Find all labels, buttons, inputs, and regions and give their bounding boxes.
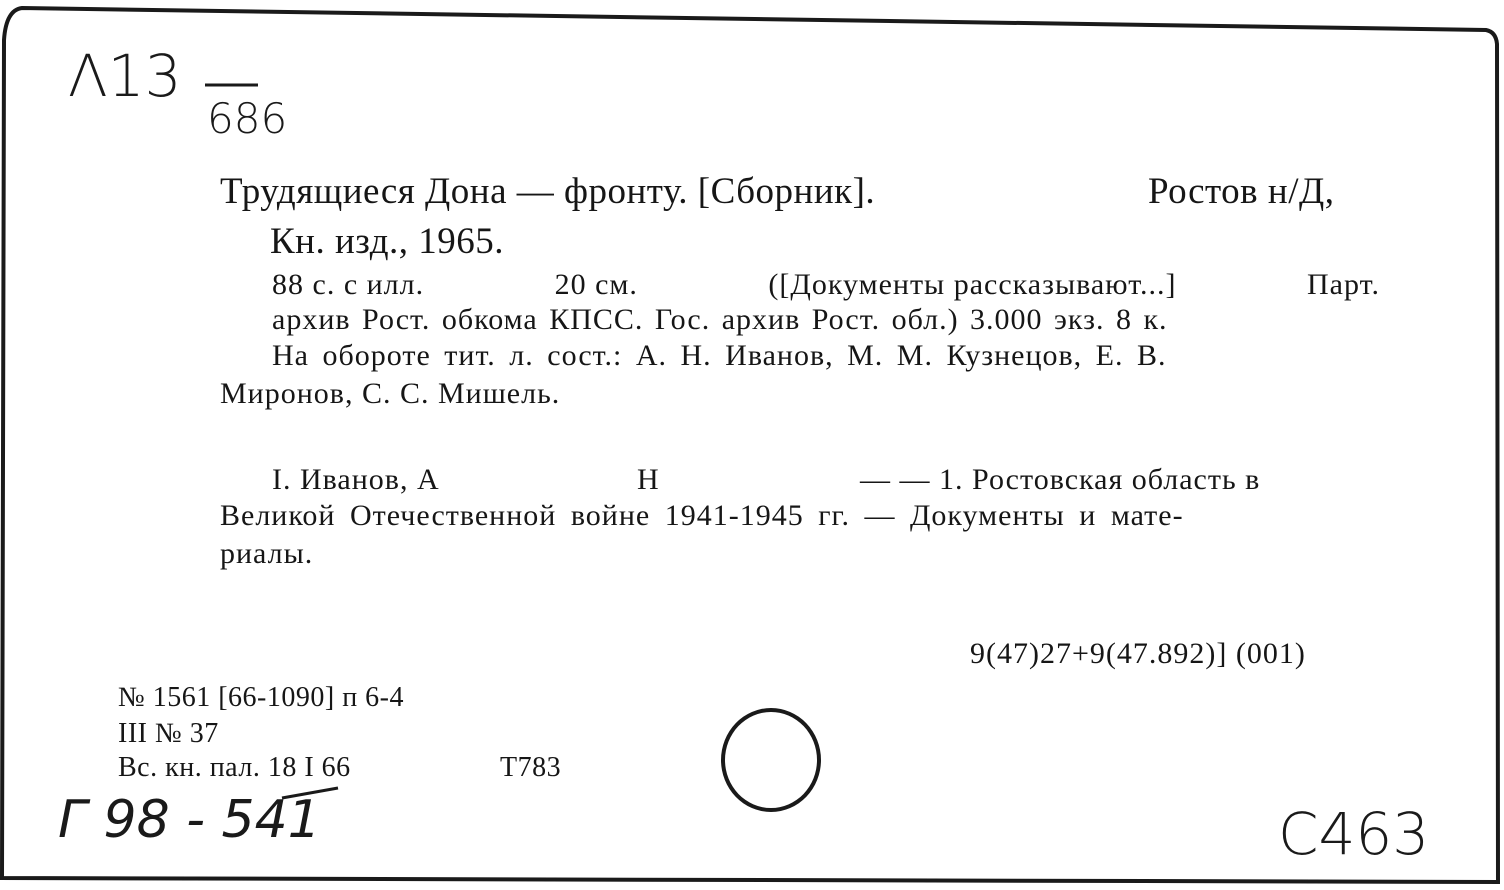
print-code: Т783 [500,752,562,783]
desc-series: ([Документы рассказывают...] [768,268,1177,301]
subject-heading: — — 1. Ростовская область в [860,463,1261,496]
stamp-circle [721,708,821,812]
desc-line-2: архив Рост. обкома КПСС. Гос. архив Рост. обл.) 3.000 экз. 8 к. [272,303,1168,336]
handwritten-code: Λ13 [68,42,182,110]
subject-line-2: Великой Отечественной войне 1941-1945 гг. — Документы и мате- [220,499,1184,532]
print-line-2: III № 37 [118,718,219,749]
classification-index: 9(47)27+9(47.892)] (001) [970,637,1306,670]
entry-title: Трудящиеся Дона — фронту. [Сборник]. [220,171,876,212]
entry-place: Ростов н/Д, [1148,171,1335,212]
handwritten-bottom-left: Г 98 - 541 [58,790,321,850]
handwritten-subcode: 686 [207,94,288,143]
desc-pages: 88 с. с илл. [272,268,425,301]
subject-person: I. Иванов, А [272,463,440,496]
desc-size: 20 см. [554,268,638,301]
handwritten-bottom-right: С463 [1278,800,1430,868]
print-line-3: Вс. кн. пал. 18 I 66 [118,752,351,783]
desc-line-1 [272,268,1380,302]
desc-line-3: На обороте тит. л. сост.: А. Н. Иванов, М. М. Кузнецов, Е. В. [272,339,1167,372]
desc-line-4: Миронов, С. С. Мишель. [220,377,561,410]
subject-initial: Н [637,463,660,496]
entry-publisher: Кн. изд., 1965. [270,221,505,262]
subject-line-3: риалы. [220,537,314,570]
print-line-1: № 1561 [66-1090] п 6-4 [118,682,404,713]
desc-part: Парт. [1307,268,1380,301]
